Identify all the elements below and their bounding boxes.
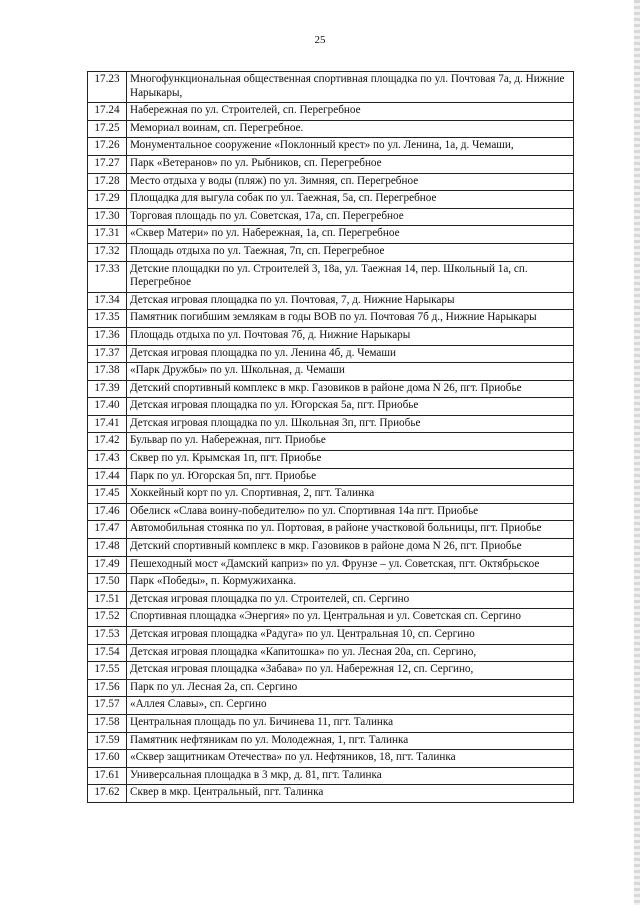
row-number: 17.37 [88, 345, 127, 363]
row-number: 17.44 [88, 468, 127, 486]
row-number: 17.46 [88, 503, 127, 521]
row-number: 17.40 [88, 398, 127, 416]
objects-table [87, 71, 574, 803]
page-number: 25 [314, 34, 326, 46]
table-row [88, 714, 574, 732]
row-number: 17.61 [88, 767, 127, 785]
table-row [88, 451, 574, 469]
row-number: 17.28 [88, 173, 127, 191]
table-row [88, 243, 574, 261]
row-number: 17.53 [88, 627, 127, 645]
table-row [88, 609, 574, 627]
row-description: Памятник нефтяникам по ул. Молодежная, 1, пгт. Талинка [127, 732, 574, 750]
row-description: Детская игровая площадка по ул. Строителей, сп. Сергино [127, 591, 574, 609]
row-description: Хоккейный корт по ул. Спортивная, 2, пгт. Талинка [127, 486, 574, 504]
table-row [88, 103, 574, 121]
row-description: Место отдыха у воды (пляж) по ул. Зимняя, сп. Перегребное [127, 173, 574, 191]
row-description: Бульвар по ул. Набережная, пгт. Приобье [127, 433, 574, 451]
row-description: Универсальная площадка в 3 мкр, д. 81, пгт. Талинка [127, 767, 574, 785]
row-description: Памятник погибшим землякам в годы ВОВ по ул. Почтовая 7б д., Нижние Нарыкары [127, 310, 574, 328]
row-description: Сквер по ул. Крымская 1п, пгт. Приобье [127, 451, 574, 469]
table-row [88, 72, 574, 103]
table-row [88, 591, 574, 609]
table-row [88, 574, 574, 592]
row-number: 17.24 [88, 103, 127, 121]
row-number: 17.30 [88, 208, 127, 226]
table-row [88, 292, 574, 310]
table-row [88, 261, 574, 292]
row-description: Центральная площадь по ул. Бичинева 11, пгт. Талинка [127, 714, 574, 732]
table-row [88, 208, 574, 226]
row-number: 17.25 [88, 120, 127, 138]
row-description: Пешеходный мост «Дамский каприз» по ул. Фрунзе – ул. Советская, пгт. Октябрьское [127, 556, 574, 574]
table-row [88, 433, 574, 451]
row-number: 17.50 [88, 574, 127, 592]
table-row [88, 155, 574, 173]
table-row [88, 767, 574, 785]
row-description: Площадь отдыха по ул. Почтовая 7б, д. Нижние Нарыкары [127, 327, 574, 345]
row-number: 17.47 [88, 521, 127, 539]
row-description: Детский спортивный комплекс в мкр. Газовиков в районе дома N 26, пгт. Приобье [127, 380, 574, 398]
row-number: 17.42 [88, 433, 127, 451]
table-row [88, 627, 574, 645]
row-description: Парк «Победы», п. Кормужиханка. [127, 574, 574, 592]
table-row [88, 486, 574, 504]
table-row [88, 750, 574, 768]
row-description: «Парк Дружбы» по ул. Школьная, д. Чемаши [127, 363, 574, 381]
row-description: Площадь отдыха по ул. Таежная, 7п, сп. Перегребное [127, 243, 574, 261]
row-description: Мемориал воинам, сп. Перегребное. [127, 120, 574, 138]
row-number: 17.32 [88, 243, 127, 261]
row-number: 17.55 [88, 662, 127, 680]
table-row [88, 503, 574, 521]
row-description: Детская игровая площадка по ул. Ленина 4б, д. Чемаши [127, 345, 574, 363]
row-description: Детские площадки по ул. Строителей 3, 18а, ул. Таежная 14, пер. Школьный 1а, сп. Перегребное [127, 261, 574, 292]
row-description: Сквер в мкр. Центральный, пгт. Талинка [127, 785, 574, 803]
row-number: 17.49 [88, 556, 127, 574]
table-row [88, 415, 574, 433]
table-row [88, 468, 574, 486]
table-row [88, 310, 574, 328]
table-row [88, 173, 574, 191]
row-description: Монументальное сооружение «Поклонный крест» по ул. Ленина, 1а, д. Чемаши, [127, 138, 574, 156]
table-row [88, 662, 574, 680]
row-number: 17.29 [88, 191, 127, 209]
row-number: 17.48 [88, 539, 127, 557]
row-number: 17.60 [88, 750, 127, 768]
row-description: Автомобильная стоянка по ул. Портовая, в районе участковой больницы, пгт. Приобье [127, 521, 574, 539]
row-number: 17.35 [88, 310, 127, 328]
row-number: 17.36 [88, 327, 127, 345]
row-number: 17.54 [88, 644, 127, 662]
table-row [88, 363, 574, 381]
table-row [88, 138, 574, 156]
row-description: Парк по ул. Югорская 5п, пгт. Приобье [127, 468, 574, 486]
row-number: 17.56 [88, 679, 127, 697]
table-row [88, 345, 574, 363]
row-number: 17.31 [88, 226, 127, 244]
table-row [88, 732, 574, 750]
row-description: Парк по ул. Лесная 2а, сп. Сергино [127, 679, 574, 697]
row-description: Детский спортивный комплекс в мкр. Газовиков в районе дома N 26, пгт. Приобье [127, 539, 574, 557]
table-row [88, 120, 574, 138]
row-number: 17.39 [88, 380, 127, 398]
scan-edge-artifact [634, 0, 640, 905]
row-number: 17.45 [88, 486, 127, 504]
row-number: 17.57 [88, 697, 127, 715]
table-row [88, 191, 574, 209]
table-row [88, 785, 574, 803]
table-row [88, 398, 574, 416]
row-description: Детская игровая площадка по ул. Почтовая, 7, д. Нижние Нарыкары [127, 292, 574, 310]
row-number: 17.62 [88, 785, 127, 803]
row-number: 17.52 [88, 609, 127, 627]
table-row [88, 556, 574, 574]
row-description: Детская игровая площадка «Радуга» по ул. Центральная 10, сп. Сергино [127, 627, 574, 645]
table-row [88, 679, 574, 697]
table-row [88, 539, 574, 557]
row-description: Спортивная площадка «Энергия» по ул. Центральная и ул. Советская сп. Сергино [127, 609, 574, 627]
row-description: «Аллея Славы», сп. Сергино [127, 697, 574, 715]
row-description: Набережная по ул. Строителей, сп. Перегребное [127, 103, 574, 121]
table-body [88, 72, 574, 803]
table-row [88, 697, 574, 715]
row-description: «Сквер защитникам Отечества» по ул. Нефтяников, 18, пгт. Талинка [127, 750, 574, 768]
row-number: 17.23 [88, 72, 127, 103]
row-description: Площадка для выгула собак по ул. Таежная, 5а, сп. Перегребное [127, 191, 574, 209]
row-description: Многофункциональная общественная спортивная площадка по ул. Почтовая 7а, д. Нижние Нарыкары, [127, 72, 574, 103]
row-number: 17.27 [88, 155, 127, 173]
row-number: 17.51 [88, 591, 127, 609]
row-number: 17.43 [88, 451, 127, 469]
row-description: Детская игровая площадка по ул. Школьная 3п, пгт. Приобье [127, 415, 574, 433]
table-row [88, 521, 574, 539]
row-description: Торговая площадь по ул. Советская, 17а, сп. Перегребное [127, 208, 574, 226]
table-row [88, 380, 574, 398]
row-description: Детская игровая площадка по ул. Югорская 5а, пгт. Приобье [127, 398, 574, 416]
row-number: 17.59 [88, 732, 127, 750]
row-number: 17.26 [88, 138, 127, 156]
row-number: 17.41 [88, 415, 127, 433]
row-description: Обелиск «Слава воину-победителю» по ул. Спортивная 14а пгт. Приобье [127, 503, 574, 521]
row-number: 17.38 [88, 363, 127, 381]
table-row [88, 327, 574, 345]
row-description: Детская игровая площадка «Забава» по ул. Набережная 12, сп. Сергино, [127, 662, 574, 680]
table-row [88, 644, 574, 662]
row-number: 17.33 [88, 261, 127, 292]
row-number: 17.34 [88, 292, 127, 310]
table-row [88, 226, 574, 244]
row-description: Парк «Ветеранов» по ул. Рыбников, сп. Перегребное [127, 155, 574, 173]
row-description: «Сквер Матери» по ул. Набережная, 1а, сп. Перегребное [127, 226, 574, 244]
row-description: Детская игровая площадка «Капитошка» по ул. Лесная 20а, сп. Сергино, [127, 644, 574, 662]
row-number: 17.58 [88, 714, 127, 732]
